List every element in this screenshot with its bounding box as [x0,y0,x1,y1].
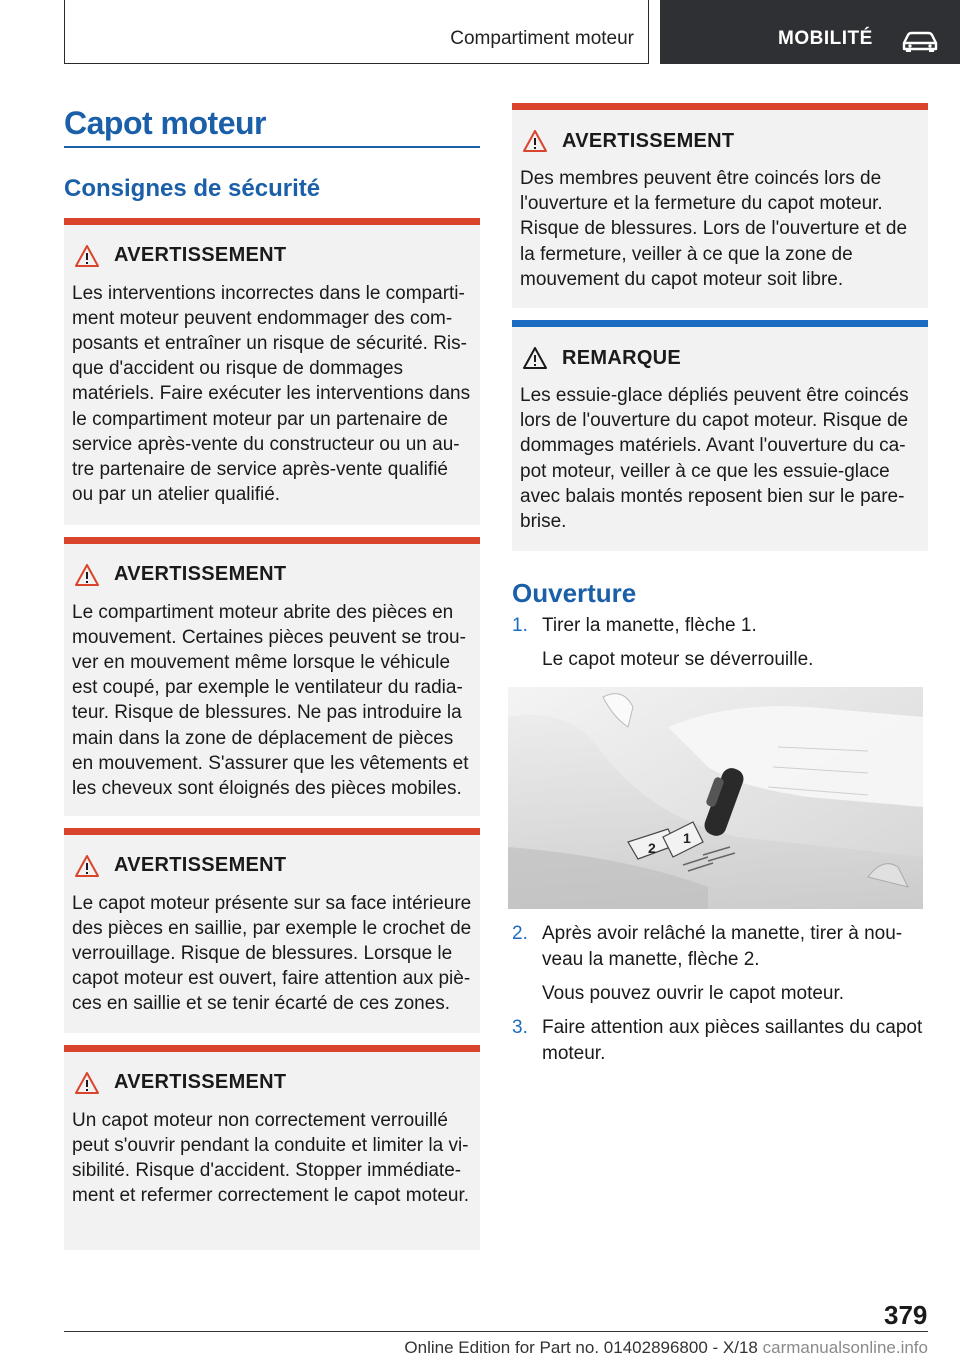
warning-box [64,828,480,1033]
step-item [512,1015,928,1067]
warning-label: AVERTISSEMENT [114,854,287,876]
header-section-title: Compartiment moteur [450,28,634,49]
step-subtext: Vous pouvez ouvrir le capot moteur. [542,983,845,1004]
section-subtitle: Consignes de sécurité [64,174,321,202]
warning-icon [74,563,100,587]
warning-label: AVERTISSEMENT [562,129,735,152]
steps-list [512,921,928,1067]
warning-text: Les interventions incorrectes dans le compartiment moteur peuvent endommager des composants et entraîner un risque de sécurité. Risque d'accident ou risque de dommages matériels. Faire exécuter les interventions dans le compartiment moteur par un partenaire de service après-vente du constructeur ou un autre partenaire de service après-vente qualifié ou par un atelier qualifié. [72,282,471,506]
arrow-label-1: 1 [683,830,691,846]
car-icon [900,30,940,52]
note-icon [522,346,548,370]
right-column [512,100,928,1067]
page-number: 379 [884,1300,928,1330]
arrow-label-2: 2 [648,840,656,856]
header-section-tab [64,0,649,64]
footer-edition-line [64,1338,928,1358]
note-box [512,320,928,551]
step-number: 1. [512,615,528,636]
note-text: Les essuie-glace dépliés peuvent être coincés lors de l'ouverture du capot moteur. Risque de dommages matériels. Avant l'ouverture du capot moteur, veiller à ce que les essuie-glace avec balais montés reposent bien sur le pare-brise. [520,385,909,533]
warning-box [512,103,928,308]
note-label: REMARQUE [562,346,682,369]
step-text: Après avoir relâché la manette, tirer à nouveau la manette, flèche 2. [542,923,903,970]
step-item [512,921,928,1007]
warning-text: Des membres peuvent être coincés lors de l'ouverture et la fermeture du capot moteur. Risque de blessures. Lors de l'ouverture et de la fermeture, veiller à ce que la zone de mouvement du capot moteur soit libre. [520,168,908,290]
step-subtext: Le capot moteur se déverrouille. [542,649,814,670]
footer-rule [64,1331,928,1332]
warning-icon [74,244,100,268]
step-number: 2. [512,923,528,944]
step-text: Tirer la manette, flèche 1. [542,615,757,636]
steps-list [512,613,928,673]
hood-release-photo [508,687,923,909]
footer-watermark: carmanualsonline.info [762,1338,928,1357]
header-chapter-tab [660,0,960,64]
warning-icon [522,129,548,153]
warning-icon [74,1071,100,1095]
step-item [512,613,928,673]
warning-text: Le capot moteur présente sur sa face intérieure des pièces en saillie, par exemple le crochet de verrouillage. Risque de blessures. Lorsque le capot moteur est ouvert, faire attention aux pièces en saillie et se tenir écarté de ces zones. [72,892,472,1015]
warning-text: Le compartiment moteur abrite des pièces en mouvement. Certaines pièces peuvent se trouver en mouvement même lorsque le véhicule est coupé, par exemple le ventilateur du radiateur. Risque de blessures. Ne pas introduire la main dans la zone de déplacement de pièces en mouvement. S'assurer que les vêtements et les cheveux sont éloignés des pièces mobiles. [72,601,469,799]
warning-box [64,218,480,525]
warning-label: AVERTISSEMENT [114,1071,287,1093]
warning-box [64,1045,480,1250]
warning-label: AVERTISSEMENT [114,244,287,266]
left-column [64,100,480,1250]
header-chapter-title: MOBILITÉ [778,28,873,49]
footer-edition: Online Edition for Part no. 01402896800 - X/18 [404,1338,758,1357]
warning-box [64,537,480,816]
step-number: 3. [512,1017,528,1038]
warning-label: AVERTISSEMENT [114,563,287,585]
warning-text: Un capot moteur non correctement verrouillé peut s'ouvrir pendant la conduite et limiter la visibilité. Risque d'accident. Stopper immédiatement et refermer correctement le capot moteur. [72,1109,470,1207]
page-title: Capot moteur [64,105,266,141]
step-text: Faire attention aux pièces saillantes du capot moteur. [542,1017,923,1064]
section-heading: Ouverture [512,578,637,608]
warning-icon [74,854,100,878]
title-rule [64,146,480,148]
